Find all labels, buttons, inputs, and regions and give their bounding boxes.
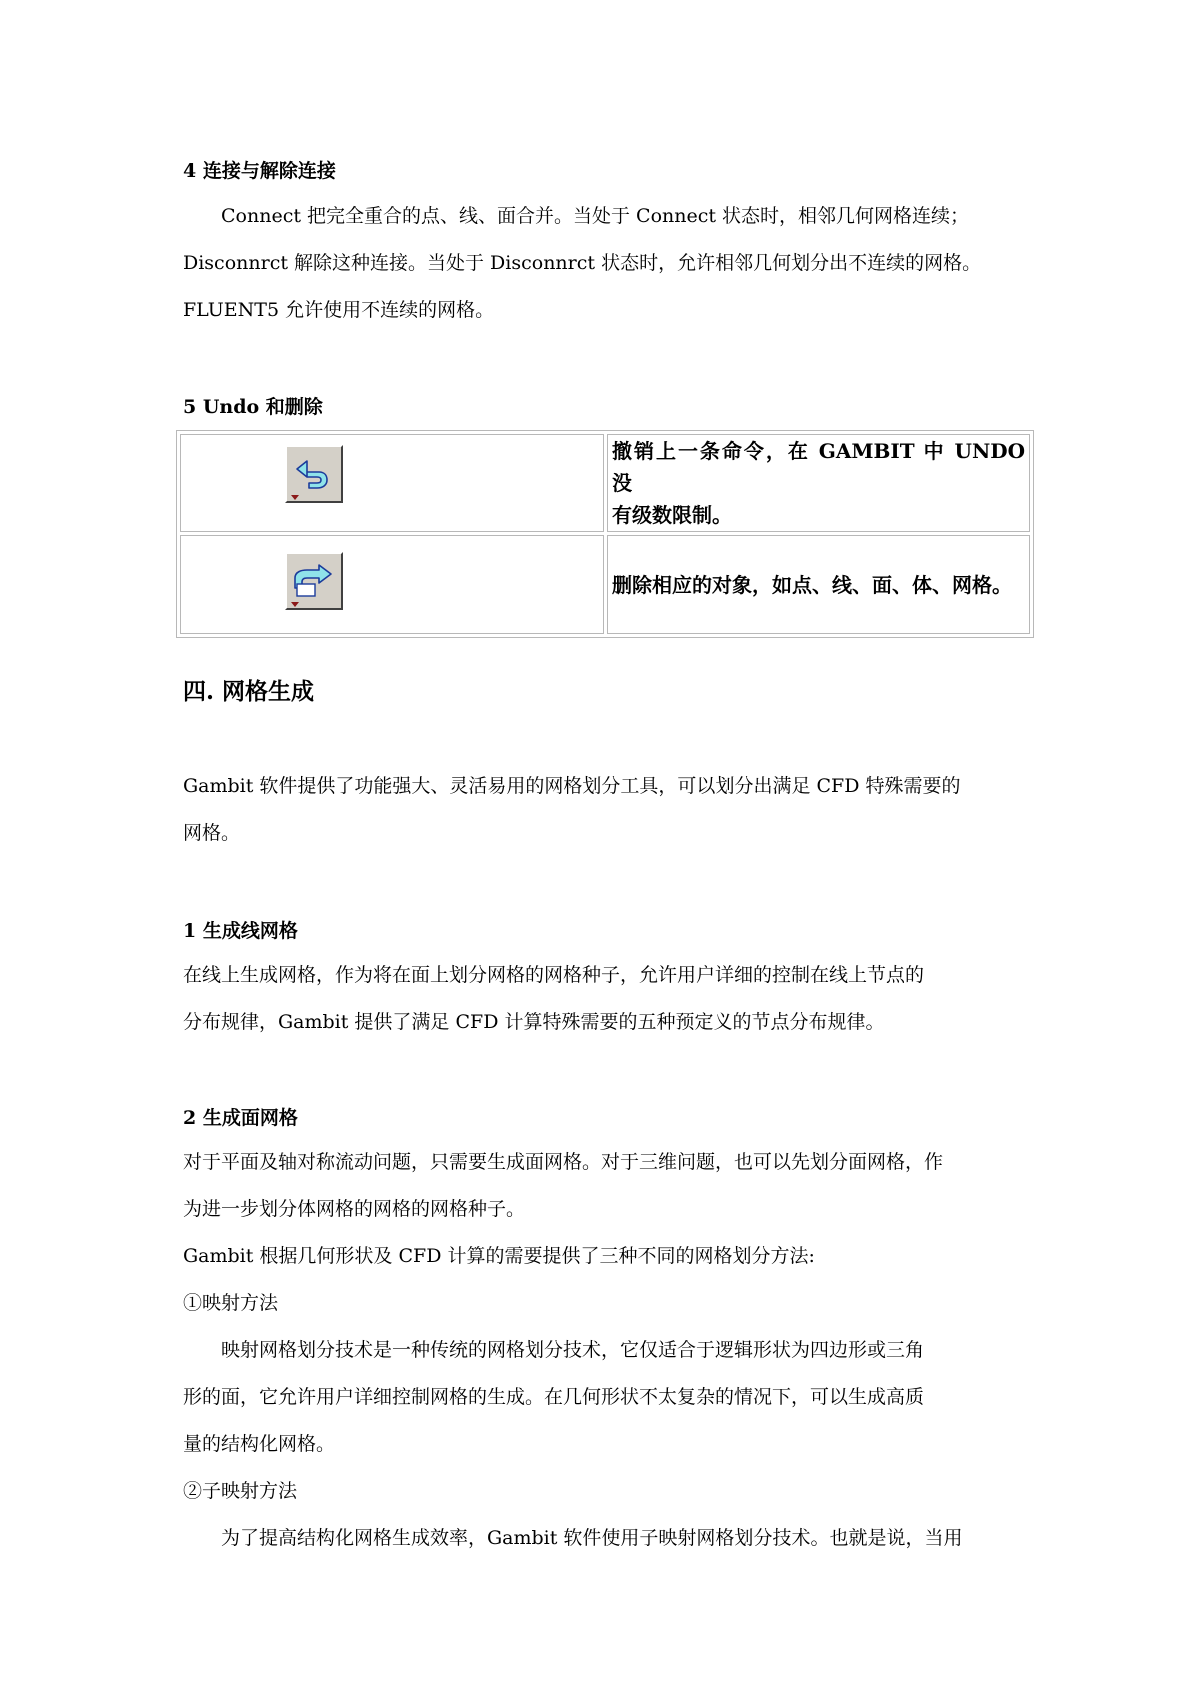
paragraph-line: Disconnrct 解除这种连接。当处于 Disconnrct 状态时，允许相邻几何划分出不连续的网格。 [183, 252, 982, 274]
description-cell [607, 434, 1030, 532]
paragraph-line: Gambit 根据几何形状及 CFD 计算的需要提供了三种不同的网格划分方法: [183, 1245, 815, 1267]
description-line: 有级数限制。 [612, 503, 732, 527]
delete-button[interactable] [285, 552, 343, 610]
section-4-paragraph [183, 193, 1033, 334]
paragraph-line: 量的结构化网格。 [183, 1433, 336, 1455]
subsection-2-paragraph [183, 1139, 1033, 1562]
undo-icon [287, 447, 341, 501]
command-table [176, 430, 1034, 638]
subsection-1-heading: 1 生成线网格 [183, 920, 298, 942]
description-line: 撤销上一条命令，在 GAMBIT 中 UNDO 没 [612, 439, 1025, 495]
undo-button[interactable] [285, 445, 343, 503]
icon-cell [180, 434, 604, 532]
table-row [180, 535, 1030, 634]
table-row [180, 434, 1030, 532]
paragraph-line: FLUENT5 允许使用不连续的网格。 [183, 299, 495, 321]
section-5-heading: 5 Undo 和删除 [183, 396, 323, 418]
icon-cell [180, 535, 604, 634]
paragraph-line: 对于平面及轴对称流动问题，只需要生成面网格。对于三维问题，也可以先划分面网格，作 [183, 1151, 944, 1173]
paragraph-line: 为进一步划分体网格的网格的网格种子。 [183, 1198, 526, 1220]
paragraph-line: ②子映射方法 [183, 1480, 298, 1502]
paragraph-line: Connect 把完全重合的点、线、面合并。当处于 Connect 状态时，相邻几何网格连续； [221, 205, 970, 227]
description-line: 删除相应的对象，如点、线、面、体、网格。 [612, 572, 1012, 597]
paragraph-line: 网格。 [183, 822, 241, 844]
subsection-2-heading: 2 生成面网格 [183, 1107, 298, 1129]
paragraph-line: Gambit 软件提供了功能强大、灵活易用的网格划分工具，可以划分出满足 CFD 特殊需要的 [183, 775, 961, 797]
paragraph-line: 映射网格划分技术是一种传统的网格划分技术，它仅适合于逻辑形状为四边形或三角 [221, 1339, 925, 1361]
delete-icon [287, 554, 341, 608]
section-4-heading: 4 连接与解除连接 [183, 160, 336, 182]
paragraph-line: 分布规律，Gambit 提供了满足 CFD 计算特殊需要的五种预定义的节点分布规律。 [183, 1011, 885, 1033]
paragraph-line: ①映射方法 [183, 1292, 279, 1314]
paragraph-line: 在线上生成网格，作为将在面上划分网格的网格种子，允许用户详细的控制在线上节点的 [183, 964, 925, 986]
description-cell [607, 535, 1030, 634]
paragraph-line: 为了提高结构化网格生成效率，Gambit 软件使用子映射网格划分技术。也就是说，当用 [221, 1527, 963, 1549]
paragraph-line: 形的面，它允许用户详细控制网格的生成。在几何形状不太复杂的情况下，可以生成高质 [183, 1386, 925, 1408]
subsection-1-paragraph [183, 952, 1033, 1046]
chapter-intro [183, 763, 1033, 857]
chapter-heading: 四. 网格生成 [183, 678, 315, 705]
